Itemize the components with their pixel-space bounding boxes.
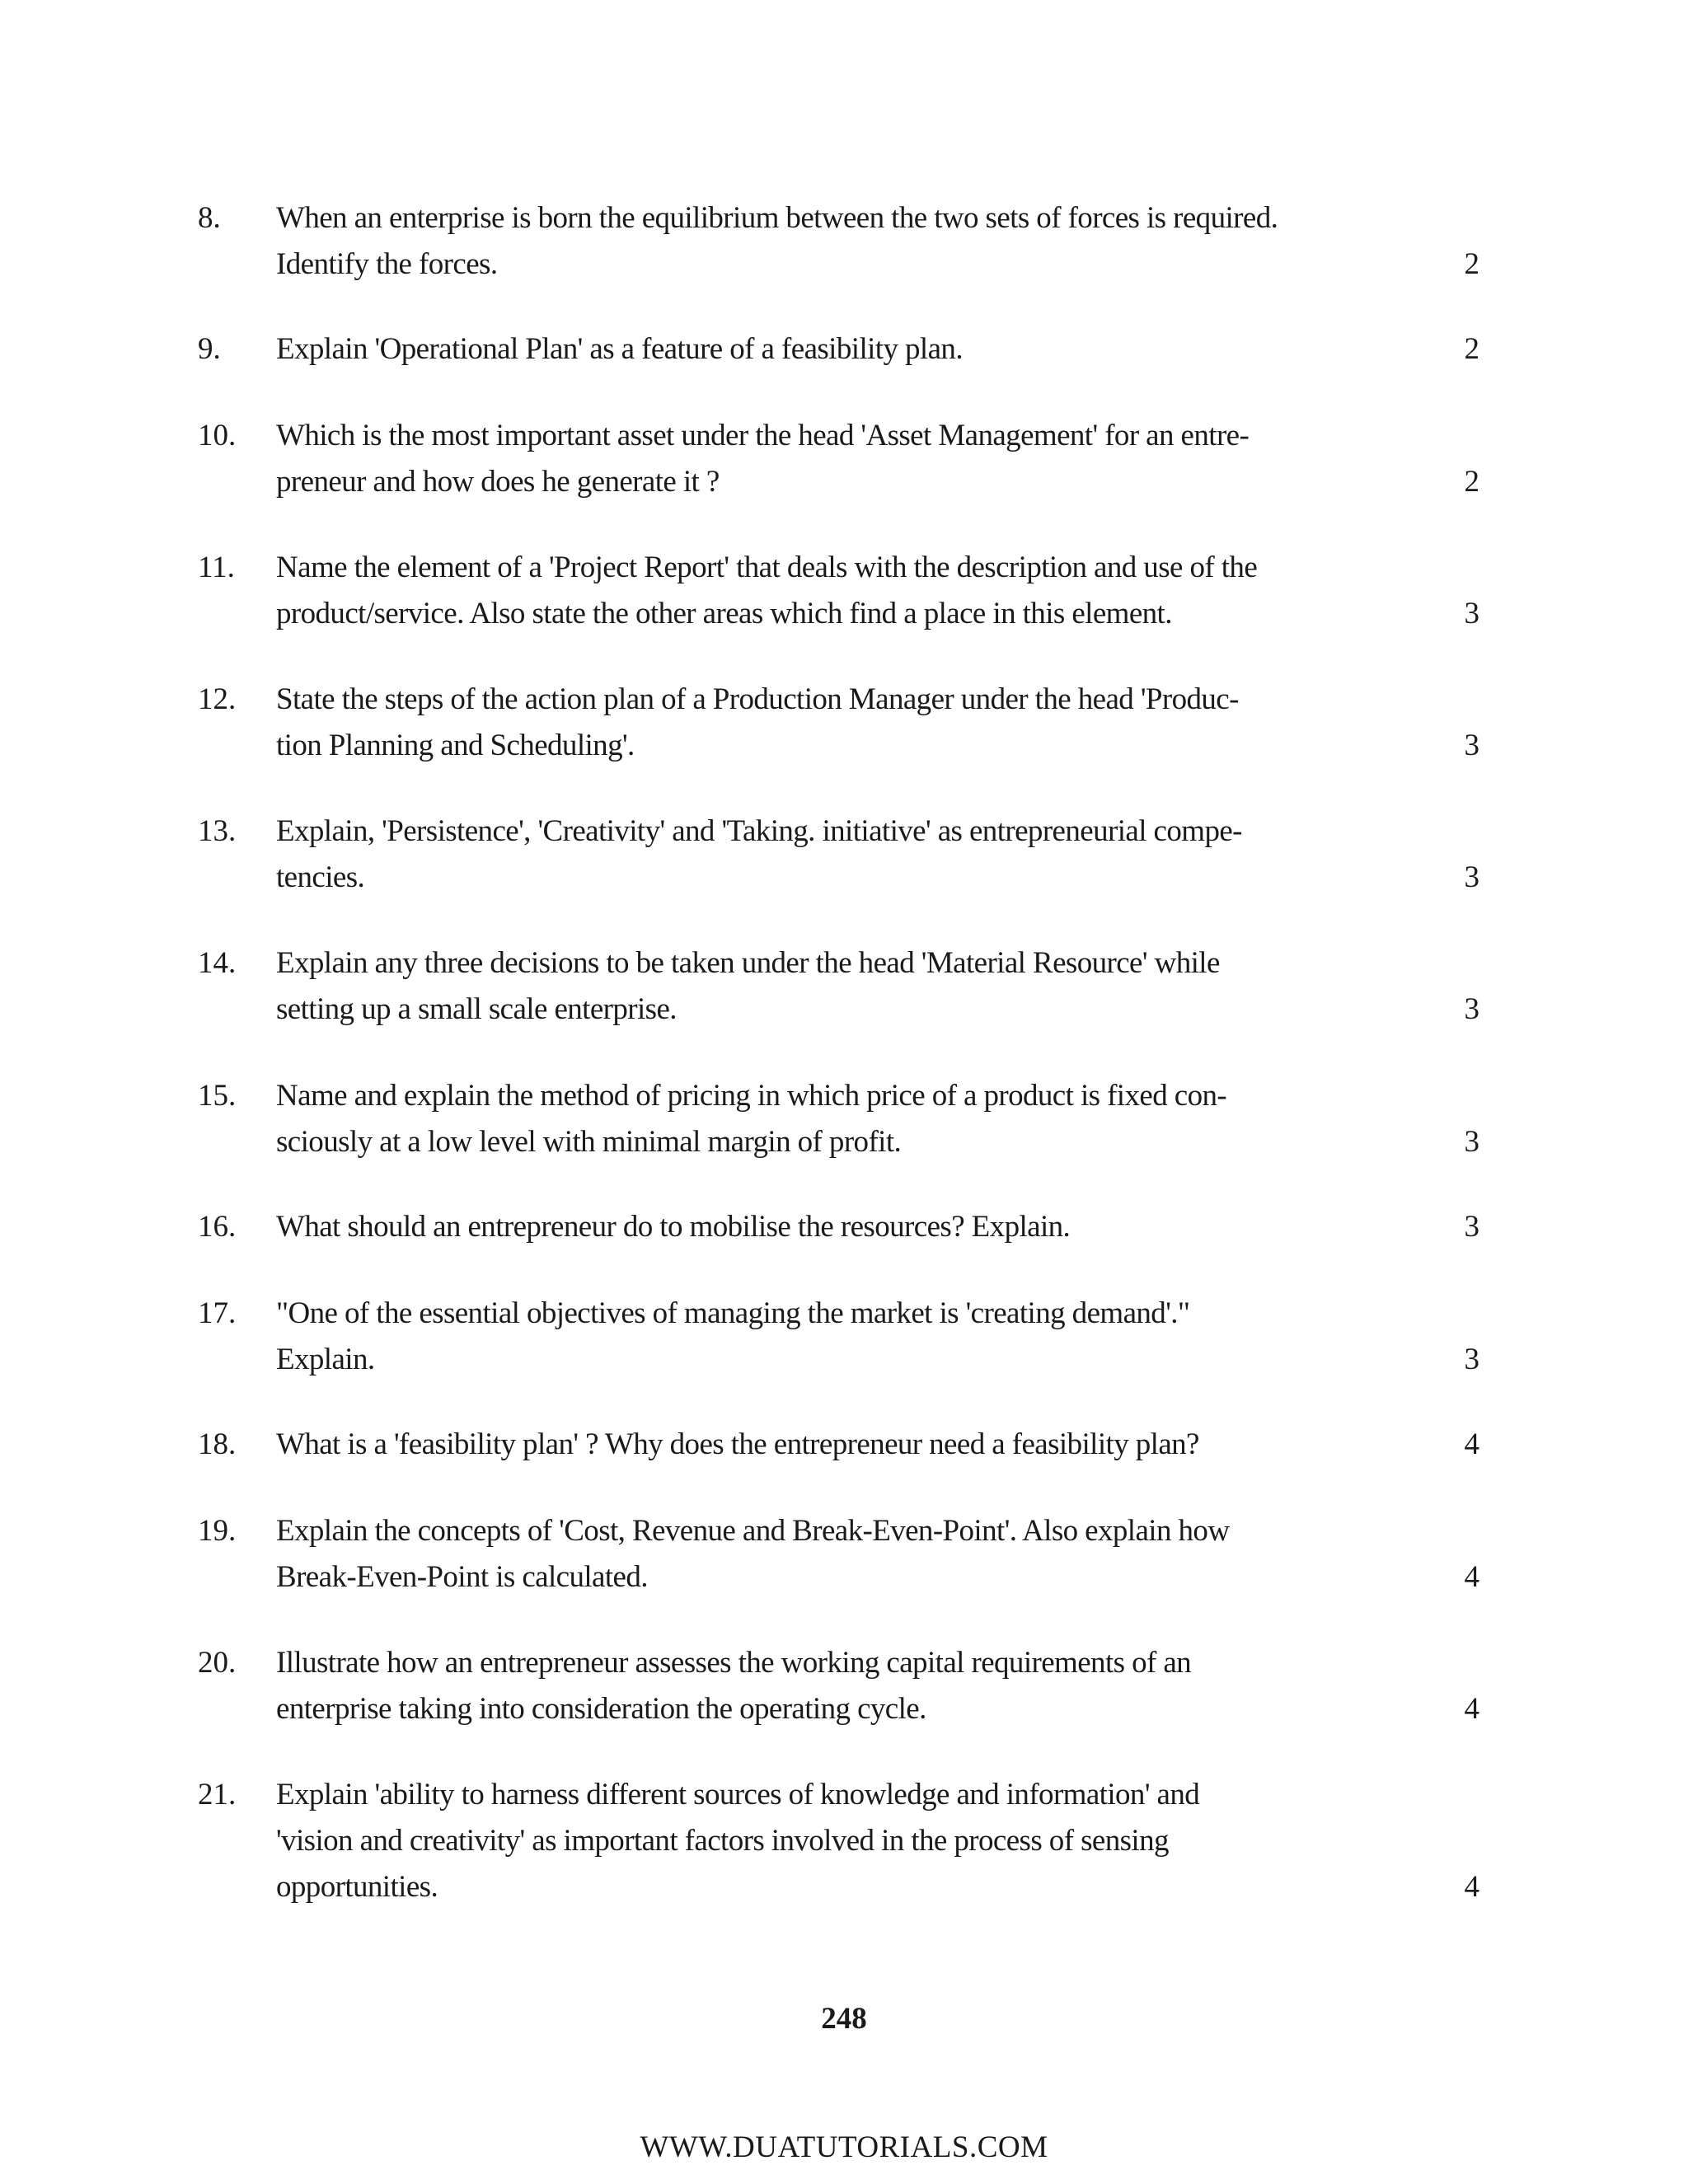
question-number: 21. (198, 1778, 237, 1811)
question-marks: 2 (1464, 465, 1479, 499)
question-number: 12. (198, 682, 237, 716)
question-line: product/service. Also state the other areas which find a place in this element. (276, 597, 1172, 630)
page-number: 248 (821, 2002, 867, 2036)
question-number: 8. (198, 201, 221, 235)
question-text (276, 326, 1339, 373)
question-number: 11. (198, 551, 235, 584)
question-text (276, 195, 1339, 288)
question-marks: 3 (1464, 1125, 1479, 1159)
question-line: Name and explain the method of pricing in which price of a product is fixed con- (276, 1079, 1227, 1113)
question-line: When an enterprise is born the equilibrium between the two sets of forces is required. (276, 201, 1278, 235)
question-marks: 4 (1464, 1560, 1479, 1594)
question-number: 9. (198, 332, 221, 366)
question-marks: 2 (1464, 247, 1479, 281)
question-line: tion Planning and Scheduling'. (276, 729, 635, 762)
question-marks: 2 (1464, 332, 1479, 366)
question-line: What should an entrepreneur do to mobilise the resources? Explain. (276, 1210, 1071, 1244)
question-text (276, 677, 1339, 769)
question-line: 'vision and creativity' as important factors involved in the process of sensing (276, 1824, 1169, 1858)
question-number: 14. (198, 946, 237, 980)
question-line: Which is the most important asset under the head 'Asset Management' for an entre- (276, 419, 1250, 452)
question-line: preneur and how does he generate it ? (276, 465, 720, 499)
question-line: Explain, 'Persistence', 'Creativity' and 'Taking. initiative' as entrepreneurial compe- (276, 814, 1242, 848)
question-marks: 3 (1464, 860, 1479, 894)
question-number: 18. (198, 1427, 237, 1461)
question-line: What is a 'feasibility plan' ? Why does the entrepreneur need a feasibility plan? (276, 1427, 1199, 1461)
question-text (276, 940, 1339, 1033)
question-number: 13. (198, 814, 237, 848)
question-line: Illustrate how an entrepreneur assesses the working capital requirements of an (276, 1646, 1192, 1680)
question-text (276, 1640, 1339, 1732)
question-text (276, 545, 1339, 637)
question-number: 20. (198, 1646, 237, 1680)
question-line: Explain the concepts of 'Cost, Revenue and Break-Even-Point'. Also explain how (276, 1514, 1230, 1548)
question-marks: 4 (1464, 1692, 1479, 1726)
question-line: Explain 'ability to harness different sources of knowledge and information' and (276, 1778, 1200, 1811)
question-text (276, 808, 1339, 901)
question-marks: 3 (1464, 1210, 1479, 1244)
question-marks: 3 (1464, 1343, 1479, 1376)
question-line: Break-Even-Point is calculated. (276, 1560, 648, 1594)
question-marks: 4 (1464, 1870, 1479, 1904)
question-text (276, 413, 1339, 505)
question-line: sciously at a low level with minimal margin of profit. (276, 1125, 902, 1159)
question-line: Explain 'Operational Plan' as a feature of a feasibility plan. (276, 332, 963, 366)
question-line: opportunities. (276, 1870, 438, 1904)
question-number: 16. (198, 1210, 237, 1244)
question-text (276, 1422, 1339, 1468)
question-line: Explain. (276, 1343, 375, 1376)
footer-website: WWW.DUATUTORIALS.COM (640, 2130, 1048, 2164)
question-marks: 4 (1464, 1427, 1479, 1461)
question-number: 19. (198, 1514, 237, 1548)
question-line: "One of the essential objectives of managing the market is 'creating demand'." (276, 1296, 1190, 1330)
question-line: Explain any three decisions to be taken under the head 'Material Resource' while (276, 946, 1220, 980)
question-marks: 3 (1464, 992, 1479, 1026)
question-line: Identify the forces. (276, 247, 498, 281)
question-line: tencies. (276, 860, 365, 894)
question-text (276, 1772, 1339, 1910)
question-marks: 3 (1464, 597, 1479, 630)
question-number: 17. (198, 1296, 237, 1330)
question-number: 10. (198, 419, 237, 452)
question-line: Name the element of a 'Project Report' that deals with the description and use of the (276, 551, 1258, 584)
question-text (276, 1291, 1339, 1383)
question-number: 15. (198, 1079, 237, 1113)
question-line: State the steps of the action plan of a Production Manager under the head 'Produc- (276, 682, 1239, 716)
question-marks: 3 (1464, 729, 1479, 762)
question-text (276, 1073, 1339, 1165)
question-line: enterprise taking into consideration the operating cycle. (276, 1692, 926, 1726)
question-line: setting up a small scale enterprise. (276, 992, 677, 1026)
question-text (276, 1204, 1339, 1250)
question-text (276, 1508, 1339, 1601)
